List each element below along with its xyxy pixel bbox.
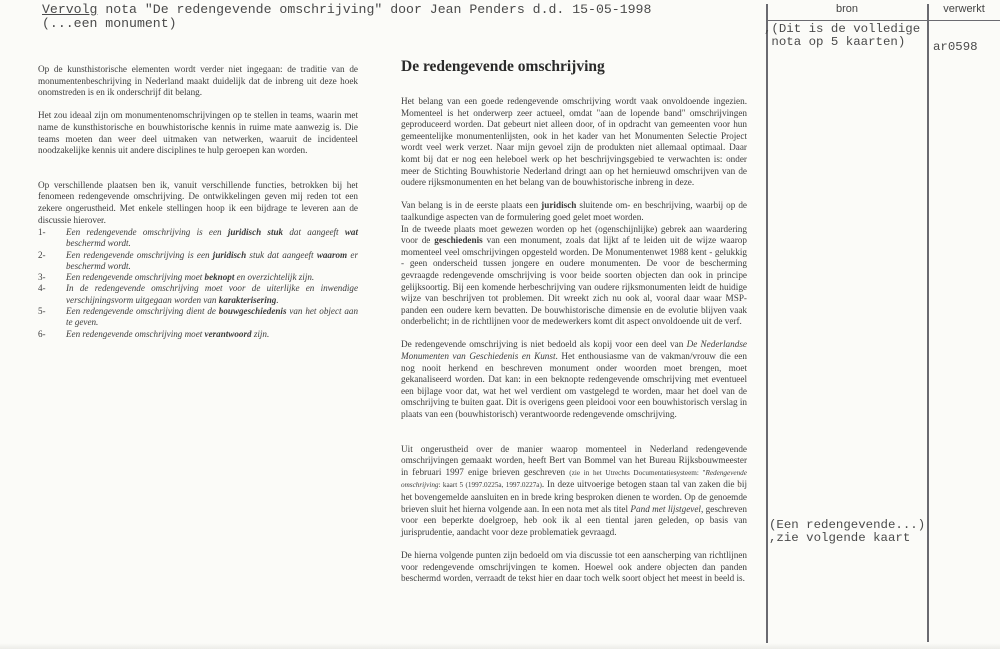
continuation-line1: (Een redengevende...) bbox=[769, 518, 926, 532]
statement-item bbox=[38, 306, 358, 329]
continuation-note bbox=[769, 519, 925, 545]
right-paragraph-2: Van belang is in de eerste plaats een juridisch sluitende om- en beschrijving, waarbij op de taalkundige aspecten van de formulering goed gelet moet worden. In de tweede plaats moet gewezen worden op het (ogenschijnlijke) gebrek aan waardering voor de geschiedenis van een monument, zoals dat lijkt af te leiden uit de wijze waarop momenteel veel omschrijvingen opgesteld worden. De Monumentenwet 1988 kent - gelukkig - geen onderscheid tussen jongere en oudere monumenten. De voor de bescherming gevraagde redengevende omschrijving is voor beide soorten objecten dan ook in principe gelijksoortig. Bij een komende herbeschrijving van oudere rijksmonumenten leidt de huidige wijze van beschrijven tot problemen. Dit wreekt zich nu ook al, vooral daar waar MSP-panden een oudere kern bevatten. De bouwhistorische dimensie en de evolutie blijven vaak onderbelicht; in de richtlijnen voor de medewerkers komt dit aspect onvoldoende uit de verf. bbox=[401, 200, 748, 327]
statement-text: In de redengevende omschrijving moet voor de uiterlijke en inwendige verschijningsvorm uitgegaan worden van karakterisering. bbox=[66, 283, 358, 305]
left-paragraph-2: Het zou ideaal zijn om monumentenomschrijvingen op te stellen in teams, waarin met name de kunsthistorische en bouwhistorische kennis in ruime mate aanwezig is. Die teams moeten dan weer deel uitmaken van netwerken, waaruit de incidenteel noodzakelijke kennis uit andere disciplines te hulp geroepen kan worden. bbox=[38, 110, 358, 156]
bron-note bbox=[764, 23, 920, 49]
bron-column-header: bron bbox=[835, 3, 859, 15]
left-column bbox=[38, 64, 358, 238]
continuation-line2: ,zie volgende kaart bbox=[769, 531, 911, 545]
left-paragraph-1: Op de kunsthistorische elementen wordt verder niet ingegaan: de traditie van de monumentenbeschrijving in Nederland maakt duidelijk dat de inbreng uit deze hoek onomstreden is en ik onderschrijf dit belang. bbox=[38, 64, 358, 98]
statement-text: Een redengevende omschrijving moet verantwoord zijn. bbox=[66, 328, 270, 339]
bron-note-line2: nota op 5 kaarten) bbox=[764, 35, 906, 49]
statement-number: 1- bbox=[38, 227, 46, 237]
statement-text: Een redengevende omschrijving is een juridisch stuk dat aangeeft waarom er beschermd wordt. bbox=[66, 249, 358, 271]
statement-text: Een redengevende omschrijving moet beknopt en overzichtelijk zijn. bbox=[66, 272, 315, 283]
card-edge bbox=[0, 643, 1000, 649]
vervolg-label: Vervolg bbox=[42, 2, 98, 17]
verwerkt-column-divider bbox=[927, 4, 929, 642]
statement-number: 2- bbox=[38, 249, 46, 260]
right-paragraph-1: Het belang van een goede redengevende omschrijving wordt vaak onvoldoende ingezien. Momenteel is het onderwerp zeer actueel, omdat "aan de lopende band" omschrijvingen geproduceerd worden. Dat gebeurt niet alleen door, of in opdracht van gemeenten voor hun gemeentelijke monumentenlijsten, ook in het kader van het Monumenten Selectie Project wordt veel werk verzet. Naar mijn gevoel zijn de produkten niet allemaal optimaal. Daar komt bij dat er nog een heleboel werk op het beschrijvingsgebied te verwachten is: onder meer de Stichting Bouwhistorie Nederland dringt aan op het hernieuwd omschrijven van de oudere rijksmonumenten en het belang van de bouwhistorische inbreng in deze. bbox=[401, 96, 747, 188]
right-paragraph-3: De redengevende omschrijving is niet bedoeld als kopij voor een deel van De Nederlandse Monumenten van Geschiedenis en Kunst. Het enthousiasme van de vakman/vrouw die een nog nooit herkend en beschreven monument onder woorden moet brengen, moet gekanaliseerd worden. Dat kan: in een beknopte redengevende omschrijving met eventueel een bijlage voor dat, wat het wel verdient om vastgelegd te worden, maar het doel van de omschrijving te buiten gaat. Dit is overigens geen pleidooi voor een bouwhistorisch verslag in plaats van een (bouwhistorisch) verantwoorde redengevende omschrijving. bbox=[401, 339, 747, 420]
bron-column-divider bbox=[766, 4, 768, 644]
right-column bbox=[401, 96, 747, 596]
statement-item bbox=[38, 272, 358, 283]
card-title: nota "De redengevende omschrijving" door Jean Penders d.d. 15-05-1998 bbox=[97, 2, 652, 17]
verwerkt-column-header: verwerkt bbox=[943, 3, 985, 15]
right-paragraph-5: De hierna volgende punten zijn bedoeld om via discussie tot een aanscherping van richtlijnen voor redengevende omschrijvingen te komen. Hoewel ook andere objecten dan panden beschermd worden, verraadt de tekst hier en daar toch welk soort object het meest in beeld is. bbox=[401, 549, 747, 584]
left-paragraph-3: Op verschillende plaatsen ben ik, vanuit verschillende functies, betrokken bij het fenomeen redengevende omschrijving. De ontwikkelingen geven mij reden tot een zekere ongerustheid. Met enkele stellingen hoop ik een bijdrage te leveren aan de discussie hierover. bbox=[38, 179, 358, 225]
statement-number: 5- bbox=[38, 306, 46, 317]
card-header bbox=[42, 3, 651, 31]
section-heading: De redengevende omschrijving bbox=[401, 58, 605, 75]
statement-item bbox=[38, 250, 358, 273]
statement-number: 3- bbox=[38, 272, 46, 283]
statements-list bbox=[38, 227, 358, 340]
statement-number: 4- bbox=[38, 283, 46, 294]
statement-item bbox=[38, 283, 358, 306]
statement-text: Een redengevende omschrijving dient de bouwgeschiedenis van het object aan te geven. bbox=[66, 306, 358, 328]
bron-note-line1: ,(Dit is de volledige bbox=[764, 22, 921, 36]
statement-text: Een redengevende omschrijving is een juridisch stuk dat aangeeft wat beschermd wordt. bbox=[66, 227, 358, 249]
verwerkt-value: ar0598 bbox=[933, 40, 978, 54]
card-subtitle: (...een monument) bbox=[42, 16, 177, 31]
statement-item bbox=[38, 329, 358, 340]
right-paragraph-4: Uit ongerustheid over de manier waarop momenteel in Nederland redengevende omschrijvingen gemaakt worden, heeft Bert van Bommel van het Bureau Rijksbouwmeester in februari 1997 enige brieven geschreven (zie in het Utrechts Documentatiesysteem: "Redengevende omschrijving: kaart 5 (1997.0225a, 1997.0227a). In deze uitvoerige betogen staan tal van zaken die bij het bovengemelde aansluiten en in brede kring besproken dienen te worden. Op de genoemde brieven sluit het hierna volgende aan. In een nota met als titel Pand met lijstgevel, geschreven voor een beperkte doelgroep, heb ook ik al een tiental jaren geleden, op basis van jurisprudentie, aandacht voor deze problematiek gevraagd. bbox=[401, 443, 748, 537]
statement-item bbox=[38, 227, 358, 250]
statement-number: 6- bbox=[38, 328, 46, 339]
header-rule bbox=[766, 20, 1000, 21]
